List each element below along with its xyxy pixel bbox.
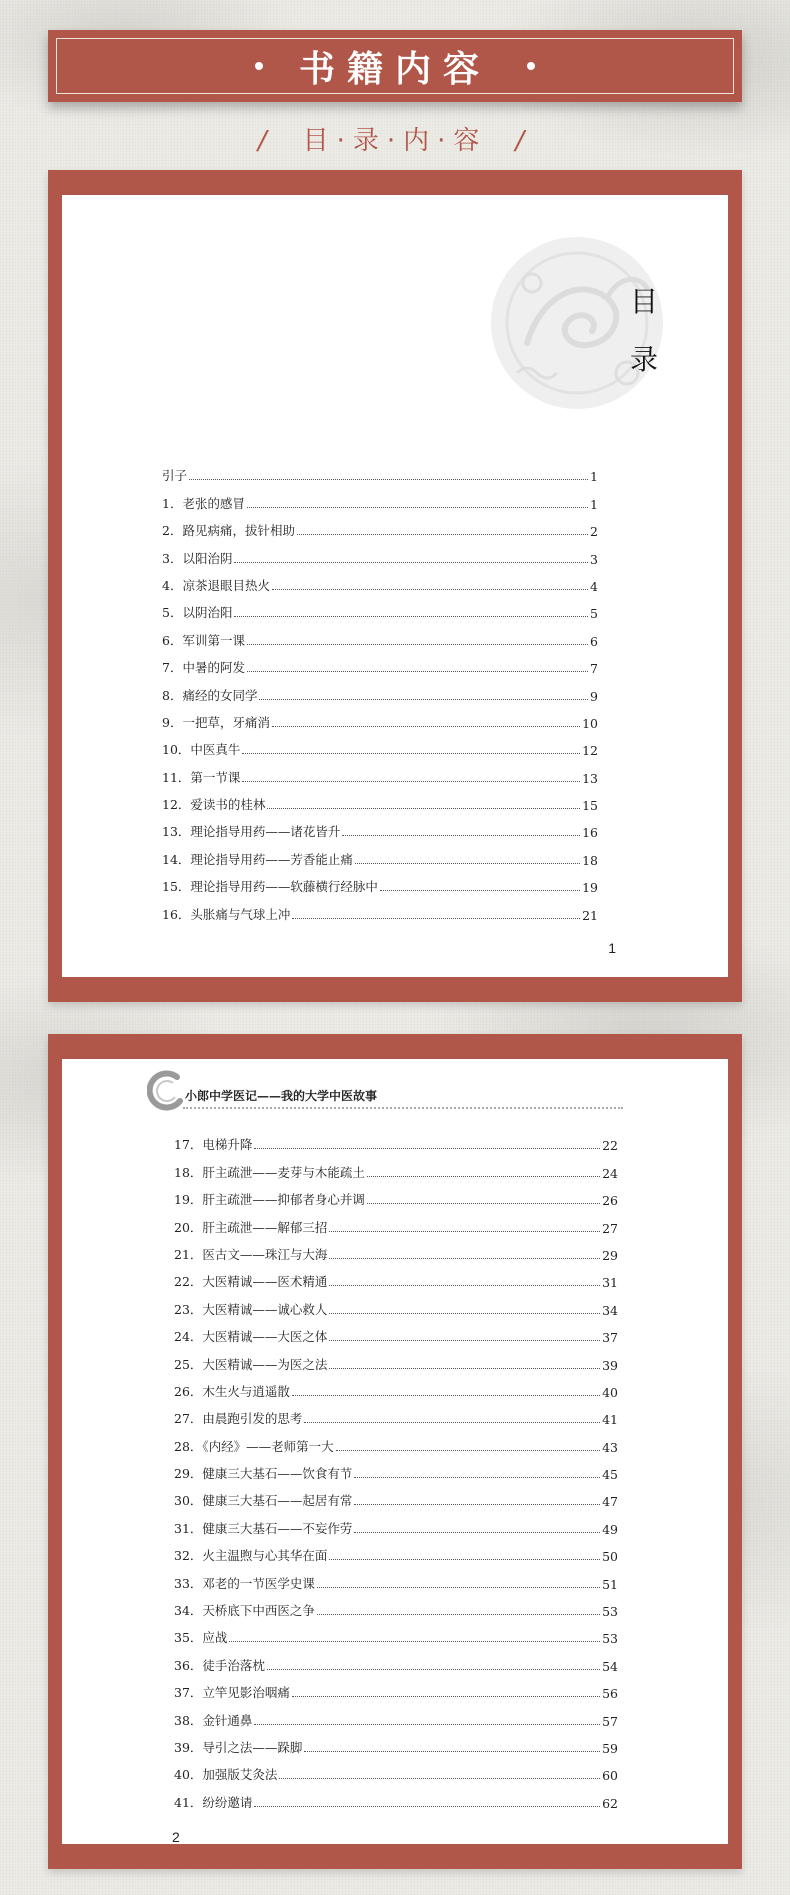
toc-leader-dots [329, 1559, 600, 1560]
page-number: 1 [608, 940, 616, 956]
toc-entry-page: 26 [602, 1193, 618, 1209]
toc-leader-dots [329, 1231, 600, 1232]
toc-leader-dots [234, 616, 588, 617]
toc-leader-dots [247, 644, 588, 645]
toc-leader-dots [342, 835, 580, 836]
toc-entry[interactable] [174, 1783, 618, 1810]
book-page-1 [62, 195, 728, 977]
toc-entry[interactable] [174, 1181, 618, 1208]
toc-entry[interactable] [174, 1153, 618, 1180]
toc-entry[interactable] [174, 1208, 618, 1235]
toc-entry-page: 60 [602, 1768, 618, 1784]
toc-entry-title: 10．中医真牛 [162, 742, 241, 758]
toc-entry[interactable] [174, 1619, 618, 1646]
toc-entry-page: 43 [602, 1439, 618, 1455]
toc-entry[interactable] [162, 840, 598, 867]
toc-entry-page: 34 [602, 1302, 618, 1318]
toc-entry-title: 20．肝主疏泄——解郁三招 [174, 1219, 328, 1235]
toc-entry-page: 16 [582, 825, 598, 841]
toc-entry-page: 21 [582, 907, 598, 923]
toc-entry[interactable] [174, 1290, 618, 1317]
toc-entry-title: 25．大医精诚——为医之法 [174, 1356, 328, 1372]
banner-dot-right [527, 62, 535, 70]
toc-entry[interactable] [174, 1537, 618, 1564]
toc-entry-title: 30．健康三大基石——起居有常 [174, 1493, 353, 1509]
toc-entry[interactable] [174, 1126, 618, 1153]
toc-leader-dots [247, 671, 588, 672]
toc-entry-title: 3．以阳治阴 [162, 550, 233, 566]
toc-leader-dots [336, 1450, 600, 1451]
toc-entry[interactable] [162, 539, 598, 566]
toc-entry-title: 12．爱读书的桂林 [162, 797, 266, 813]
toc-entry[interactable] [162, 731, 598, 758]
toc-entry[interactable] [162, 594, 598, 621]
section-subtitle [0, 120, 790, 157]
toc-entry[interactable] [162, 621, 598, 648]
toc-entry-title: 引子 [162, 468, 188, 484]
toc-entry-page: 2 [590, 524, 598, 540]
toc-leader-dots [329, 1340, 600, 1341]
toc-entry-title: 13．理论指导用药——诸花皆升 [162, 824, 341, 840]
toc-entry-title: 18．肝主疏泄——麦芽与木能疏土 [174, 1164, 365, 1180]
toc-leader-dots [292, 1395, 600, 1396]
toc-entry[interactable] [162, 567, 598, 594]
banner-title: 书籍内容 [298, 48, 491, 90]
toc-entry-title: 23．大医精诚——诚心救人 [174, 1301, 328, 1317]
toc-entry-title: 40．加强版艾灸法 [174, 1767, 278, 1783]
toc-leader-dots [304, 1751, 600, 1752]
toc-entry-title: 29．健康三大基石——饮食有节 [174, 1466, 353, 1482]
subtitle-slash-right: / [515, 126, 533, 156]
toc-entry[interactable] [174, 1729, 618, 1756]
toc-entry[interactable] [174, 1646, 618, 1673]
toc-entry-page: 57 [602, 1713, 618, 1729]
toc-leader-dots [317, 1587, 600, 1588]
book-page-2 [62, 1059, 728, 1844]
toc-leader-dots [329, 1368, 600, 1369]
toc-entry[interactable] [162, 484, 598, 511]
toc-leader-dots [254, 1724, 600, 1725]
toc-entry-title: 39．导引之法——跺脚 [174, 1739, 303, 1755]
toc-entry[interactable] [162, 895, 598, 922]
toc-list-page-1 [162, 457, 598, 923]
toc-leader-dots [367, 1203, 600, 1204]
toc-entry-page: 18 [582, 852, 598, 868]
toc-entry[interactable] [174, 1318, 618, 1345]
toc-leader-dots [267, 808, 580, 809]
toc-heading [624, 273, 664, 389]
toc-entry[interactable] [162, 758, 598, 785]
toc-entry-page: 5 [590, 606, 598, 622]
toc-entry-title: 22．大医精诚——医术精通 [174, 1274, 328, 1290]
toc-entry[interactable] [162, 813, 598, 840]
toc-leader-dots [189, 479, 588, 480]
toc-entry-title: 28．《内经》——老师第一大 [174, 1438, 334, 1454]
page-number: 2 [172, 1829, 180, 1845]
toc-entry[interactable] [174, 1373, 618, 1400]
toc-entry-page: 37 [602, 1330, 618, 1346]
toc-entry-title: 26．木生火与逍遥散 [174, 1383, 290, 1399]
toc-leader-dots [254, 1806, 600, 1807]
toc-entry-page: 31 [602, 1275, 618, 1291]
toc-entry[interactable] [174, 1564, 618, 1591]
toc-entry[interactable] [162, 457, 598, 484]
section-banner [48, 30, 742, 102]
toc-entry-title: 16．头胀痛与气球上冲 [162, 906, 291, 922]
toc-leader-dots [229, 1641, 600, 1642]
toc-entry-title: 2．路见病痛，拔针相助 [162, 523, 295, 539]
toc-entry-page: 3 [590, 551, 598, 567]
toc-leader-dots [292, 918, 580, 919]
toc-leader-dots [254, 1148, 600, 1149]
toc-entry[interactable] [174, 1345, 618, 1372]
toc-entry-title: 4．凉茶退眼目热火 [162, 577, 270, 593]
toc-entry-page: 6 [590, 633, 598, 649]
toc-entry[interactable] [174, 1455, 618, 1482]
toc-leader-dots [329, 1313, 600, 1314]
toc-entry[interactable] [162, 704, 598, 731]
toc-leader-dots [354, 1504, 600, 1505]
toc-entry-page: 10 [582, 715, 598, 731]
toc-entry-page: 15 [582, 798, 598, 814]
toc-entry[interactable] [174, 1756, 618, 1783]
toc-entry-page: 49 [602, 1521, 618, 1537]
toc-entry-page: 40 [602, 1384, 618, 1400]
toc-entry-title: 35．应战 [174, 1630, 228, 1646]
toc-entry[interactable] [174, 1263, 618, 1290]
toc-entry-page: 41 [602, 1412, 618, 1428]
toc-leader-dots [354, 1532, 600, 1533]
toc-entry-title: 36．徒手治落枕 [174, 1657, 265, 1673]
toc-entry-page: 50 [602, 1549, 618, 1565]
toc-entry-page: 27 [602, 1220, 618, 1236]
toc-entry-page: 24 [602, 1165, 618, 1181]
toc-entry-page: 39 [602, 1357, 618, 1373]
subtitle-slash-left: / [257, 126, 275, 156]
toc-entry-title: 19．肝主疏泄——抑郁者身心并调 [174, 1192, 365, 1208]
toc-leader-dots [267, 1669, 600, 1670]
book-page-frame-1 [48, 170, 742, 1002]
toc-list-page-2 [174, 1126, 618, 1811]
toc-entry-page: 56 [602, 1686, 618, 1702]
toc-entry-page: 7 [590, 661, 598, 677]
toc-entry-title: 8．痛经的女同学 [162, 687, 258, 703]
toc-leader-dots [272, 589, 588, 590]
toc-entry-title: 21．医古文——珠江与大海 [174, 1246, 328, 1262]
toc-entry[interactable] [162, 649, 598, 676]
toc-leader-dots [247, 507, 588, 508]
running-header-title: 小郎中学医记——我的大学中医故事 [185, 1089, 378, 1103]
toc-entry-page: 1 [590, 496, 598, 512]
toc-entry-page: 1 [590, 469, 598, 485]
toc-entry[interactable] [162, 512, 598, 539]
toc-entry-page: 59 [602, 1740, 618, 1756]
toc-entry-page: 47 [602, 1494, 618, 1510]
toc-entry-title: 24．大医精诚——大医之体 [174, 1329, 328, 1345]
toc-leader-dots [272, 726, 580, 727]
toc-entry[interactable] [162, 786, 598, 813]
toc-entry-title: 32．火主温煦与心其华在面 [174, 1548, 328, 1564]
running-header [147, 1069, 623, 1113]
toc-entry-page: 62 [602, 1795, 618, 1811]
toc-entry-title: 5．以阴治阳 [162, 605, 233, 621]
toc-entry-page: 53 [602, 1604, 618, 1620]
banner-dot-left [255, 62, 263, 70]
toc-entry[interactable] [162, 676, 598, 703]
toc-entry-page: 9 [590, 688, 598, 704]
toc-entry[interactable] [174, 1236, 618, 1263]
toc-entry[interactable] [174, 1701, 618, 1728]
toc-leader-dots [292, 1696, 600, 1697]
toc-entry-title: 41．纷纷邀请 [174, 1794, 253, 1810]
toc-entry-page: 54 [602, 1658, 618, 1674]
toc-entry-title: 9．一把草，牙痛消 [162, 714, 270, 730]
toc-leader-dots [329, 1258, 600, 1259]
toc-heading-char-1: 目 [629, 285, 658, 318]
toc-leader-dots [234, 562, 588, 563]
brush-circle-logo-icon [147, 1069, 187, 1113]
toc-entry[interactable] [174, 1400, 618, 1427]
toc-leader-dots [354, 1477, 600, 1478]
toc-heading-char-2: 录 [629, 343, 658, 376]
toc-leader-dots [279, 1778, 600, 1779]
toc-leader-dots [367, 1176, 600, 1177]
toc-entry[interactable] [174, 1482, 618, 1509]
book-page-frame-2 [48, 1034, 742, 1869]
toc-entry-page: 45 [602, 1467, 618, 1483]
toc-entry-title: 14．理论指导用药——芳香能止痛 [162, 851, 353, 867]
subtitle-text: 目·录·内·容 [302, 126, 488, 156]
toc-leader-dots [242, 781, 580, 782]
toc-leader-dots [355, 863, 580, 864]
toc-leader-dots [304, 1422, 600, 1423]
running-header-rule [183, 1107, 623, 1109]
toc-entry-title: 6．军训第一课 [162, 632, 245, 648]
toc-entry-page: 12 [582, 743, 598, 759]
toc-entry-page: 22 [602, 1138, 618, 1154]
toc-entry-title: 37．立竿见影治咽痛 [174, 1685, 290, 1701]
toc-entry[interactable] [174, 1592, 618, 1619]
toc-entry[interactable] [174, 1674, 618, 1701]
toc-entry-title: 31．健康三大基石——不妄作劳 [174, 1520, 353, 1536]
toc-entry-title: 38．金针通鼻 [174, 1712, 253, 1728]
toc-entry-page: 13 [582, 770, 598, 786]
toc-entry-page: 29 [602, 1247, 618, 1263]
toc-entry-title: 11．第一节课 [162, 769, 241, 785]
toc-entry[interactable] [174, 1509, 618, 1536]
toc-entry[interactable] [174, 1427, 618, 1454]
toc-leader-dots [297, 534, 588, 535]
toc-entry-title: 33．邓老的一节医学史课 [174, 1575, 315, 1591]
toc-entry[interactable] [162, 868, 598, 895]
toc-entry-title: 34．天桥底下中西医之争 [174, 1603, 315, 1619]
toc-entry-page: 53 [602, 1631, 618, 1647]
toc-entry-title: 17．电梯升降 [174, 1137, 253, 1153]
toc-entry-title: 1．老张的感冒 [162, 495, 245, 511]
toc-entry-title: 27．由晨跑引发的思考 [174, 1411, 303, 1427]
toc-leader-dots [329, 1285, 600, 1286]
toc-entry-title: 15．理论指导用药——软藤横行经脉中 [162, 879, 378, 895]
toc-leader-dots [380, 890, 580, 891]
toc-leader-dots [242, 753, 580, 754]
toc-leader-dots [317, 1614, 600, 1615]
toc-entry-page: 19 [582, 880, 598, 896]
toc-entry-page: 51 [602, 1576, 618, 1592]
toc-entry-title: 7．中暑的阿发 [162, 660, 245, 676]
toc-leader-dots [259, 699, 588, 700]
toc-entry-page: 4 [590, 578, 598, 594]
